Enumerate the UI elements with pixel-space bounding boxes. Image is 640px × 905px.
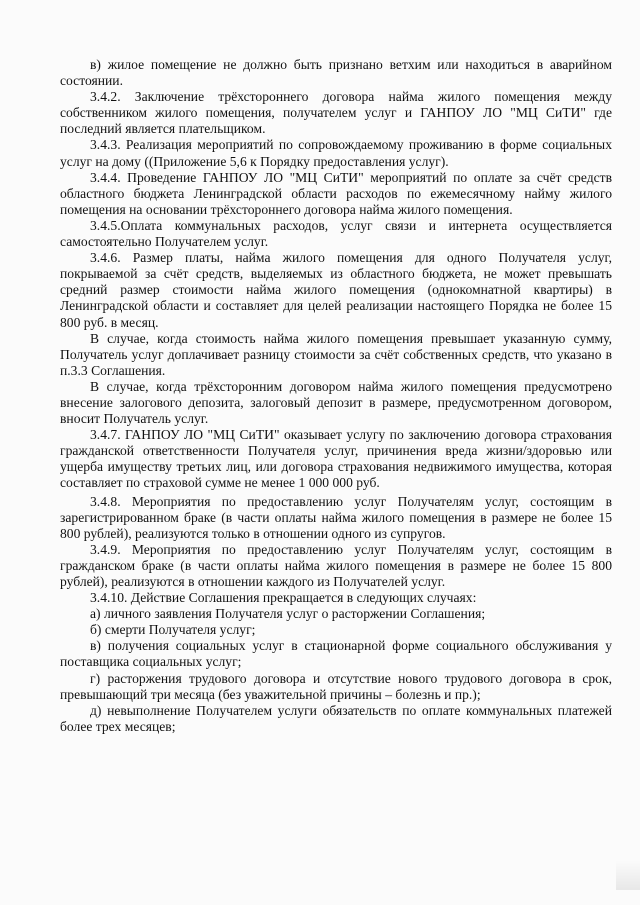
paragraph-3-4-5: 3.4.5.Оплата коммунальных расходов, услуг связи и интернета осуществляется самостоятельно Получателем услуг. — [60, 217, 612, 250]
paragraph-deposit: В случае, когда трёхсторонним договором найма жилого помещения предусмотрено внесение залогового депозита, залоговый депозит в размере, предусмотренном договором, вносит Получатель услуг. — [60, 378, 612, 427]
paragraph-3-4-8: 3.4.8. Мероприятия по предоставлению услуг Получателям услуг, состоящим в зарегистрированном браке (в части оплаты найма жилого помещения в размере не более 15 800 рублей), реализуются только в отношении одного из супругов. — [60, 493, 612, 541]
list-item-a: а) личного заявления Получателя услуг о расторжении Соглашения; — [90, 606, 486, 622]
paragraph-3-4-9: 3.4.9. Мероприятия по предоставлению услуг Получателям услуг, состоящим в гражданском браке (в части оплаты найма жилого помещения в размере не более 15 800 рублей), реализуются в отношении каждого из Получателей услуг. — [60, 541, 612, 589]
list-item-g: г) расторжения трудового договора и отсутствие нового трудового договора в срок, превышающий три месяца (без уважительной причины – болезнь и пр.); — [60, 670, 612, 702]
scan-edge-shadow — [616, 860, 640, 890]
paragraph-3-4-6: 3.4.6. Размер платы, найма жилого помещения для одного Получателя услуг, покрываемой за счёт средств, выделяемых из областного бюджета, не может превышать средний размер стоимости найма жилого помещения (однокомнатной квартиры) в Ленинградской области и составляет для целей реализации настоящего Порядка не более 15 800 руб. в месяц. — [60, 250, 612, 330]
list-item-b: б) смерти Получателя услуг; — [90, 622, 256, 638]
paragraph-3-4-2: 3.4.2. Заключение трёхстороннего договора найма жилого помещения между собственником жилого помещения, получателем услуг и ГАНПОУ ЛО "МЦ СиТИ" где последний является плательщиком. — [60, 89, 612, 137]
list-item-d: д) невыполнение Получателем услуги обязательств по оплате коммунальных платежей более трех месяцев; — [60, 702, 612, 734]
list-item-v: в) получения социальных услуг в стационарной форме социального обслуживания у поставщика социальных услуг; — [60, 638, 612, 670]
paragraph-3-4-7: 3.4.7. ГАНПОУ ЛО "МЦ СиТИ" оказывает услугу по заключению договора страхования гражданской ответственности Получателя услуг, причинения вреда жизни/здоровью или ущерба имуществу третьих лиц, или договора страхования недвижимого имущества, которая составляет по страховой сумме не менее 1 000 000 руб. — [60, 427, 612, 491]
paragraph-excess-cost: В случае, когда стоимость найма жилого помещения превышает указанную сумму, Получатель услуг доплачивает разницу стоимости за счёт собственных средств, что указано в п.3.3 Соглашения. — [60, 330, 612, 378]
document-body — [60, 57, 612, 735]
paragraph-3-4-4: 3.4.4. Проведение ГАНПОУ ЛО "МЦ СиТИ" мероприятий по оплате за счёт средств областного бюджета Ленинградской области расходов по ежемесячному найму жилого помещения на основании трёхстороннего договора найма жилого помещения. — [60, 169, 612, 217]
paragraph-3-4-3: 3.4.3. Реализация мероприятий по сопровождаемому проживанию в форме социальных услуг на дому ((Приложение 5,6 к Порядку предоставления услуг). — [60, 137, 612, 169]
paragraph-3-4-10: 3.4.10. Действие Соглашения прекращается в следующих случаях: — [90, 590, 477, 606]
paragraph-item-v-condition: в) жилое помещение не должно быть признано ветхим или находиться в аварийном состоянии. — [60, 57, 612, 89]
